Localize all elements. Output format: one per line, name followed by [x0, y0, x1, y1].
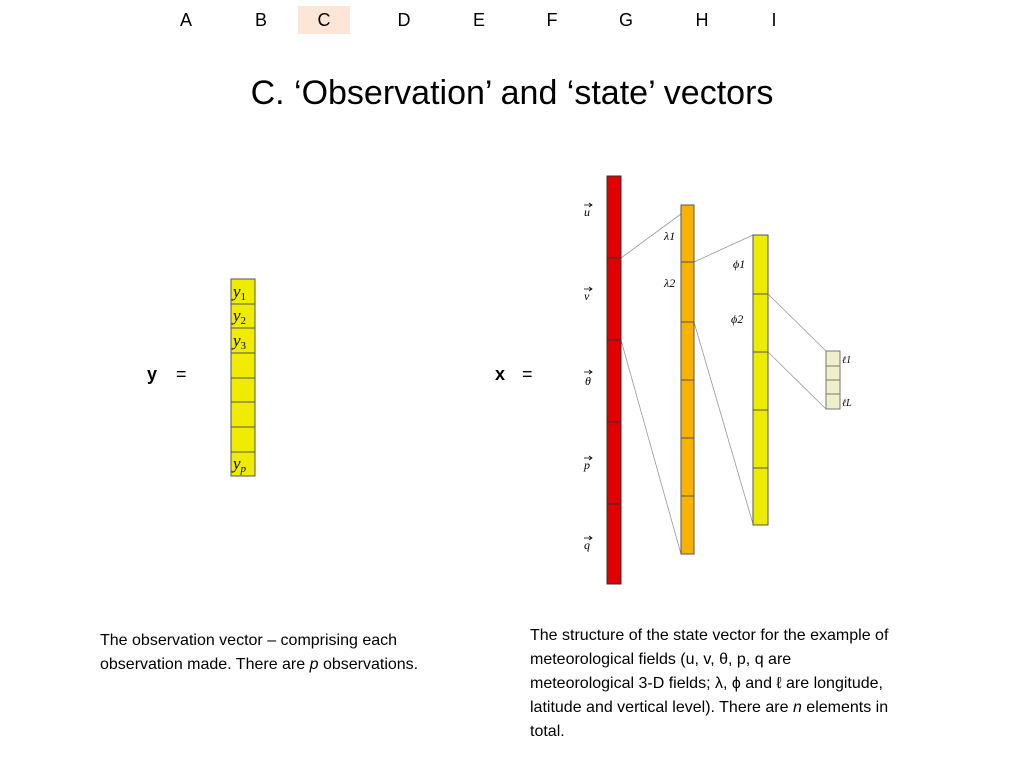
- tab-g[interactable]: G: [618, 10, 633, 30]
- state-equals-sign: =: [522, 364, 533, 384]
- svg-text:p: p: [584, 458, 590, 472]
- obs-caption-var: p: [309, 656, 319, 673]
- state-vector-caption: [530, 624, 890, 744]
- field-label-v: [584, 287, 592, 303]
- field-label-q: [584, 536, 592, 552]
- svg-text:θ: θ: [585, 374, 591, 388]
- tab-b[interactable]: B: [254, 10, 267, 30]
- latitude-label-2: ϕ2: [731, 312, 744, 326]
- fields-column-body: [607, 176, 621, 584]
- slide-title: C. ‘Observation’ and ‘state’ vectors: [250, 74, 774, 112]
- fields-column: [607, 176, 621, 584]
- level-column: [826, 351, 840, 409]
- field-labels: [583, 203, 592, 552]
- obs-label-y1: y1: [233, 282, 247, 303]
- svg-text:q: q: [584, 538, 590, 552]
- state-vector-symbol: x: [495, 364, 506, 384]
- tab-d[interactable]: D: [397, 10, 411, 30]
- tab-f[interactable]: F: [546, 10, 558, 30]
- state-caption-text-end: elements in total.: [530, 699, 889, 740]
- connector-latitude-to-level-top: [768, 294, 826, 351]
- connector-fields-to-longitude-bottom: [621, 340, 681, 554]
- field-label-p: [583, 456, 592, 472]
- svg-text:v: v: [584, 289, 590, 303]
- observation-vector-column: [231, 279, 255, 476]
- field-label-u: [584, 203, 592, 219]
- obs-label-y3: y3: [233, 331, 247, 352]
- obs-vector-caption: [100, 629, 450, 677]
- obs-caption-text: The observation vector – comprising each observation made. There are: [100, 632, 398, 673]
- obs-label-yp: yp: [233, 454, 247, 475]
- obs-equals-sign: =: [176, 364, 187, 384]
- longitude-label-2: λ2: [664, 276, 676, 290]
- state-connector-lines: [621, 214, 826, 554]
- tab-h[interactable]: H: [695, 10, 709, 30]
- state-caption-var: n: [792, 699, 802, 716]
- obs-label-y2: y2: [233, 306, 247, 327]
- tab-a[interactable]: A: [179, 10, 192, 30]
- level-label-1: ℓ1: [842, 355, 852, 366]
- svg-text:u: u: [584, 205, 590, 219]
- longitude-column: [681, 205, 694, 554]
- longitude-label-1: λ1: [664, 229, 676, 243]
- obs-vector-symbol: y: [147, 364, 158, 384]
- field-label-theta: [584, 370, 592, 388]
- tab-i[interactable]: I: [771, 10, 777, 30]
- tab-e[interactable]: E: [472, 10, 485, 30]
- level-label-l: ℓL: [842, 398, 852, 409]
- connector-longitude-to-latitude-bottom: [694, 322, 753, 524]
- latitude-column: [753, 235, 768, 525]
- tab-c[interactable]: C: [298, 6, 350, 34]
- connector-latitude-to-level-bottom: [768, 352, 826, 409]
- obs-caption-text-end: observations.: [318, 656, 419, 673]
- latitude-label-1: ϕ1: [733, 257, 746, 271]
- latitude-column-body: [753, 235, 768, 525]
- state-caption-text: The structure of the state vector for the example of meteorological fields (u, v, θ, p, q are meteorological 3-D fields; λ, ϕ and ℓ are longitude, latitude and vertical level). There are: [530, 627, 889, 716]
